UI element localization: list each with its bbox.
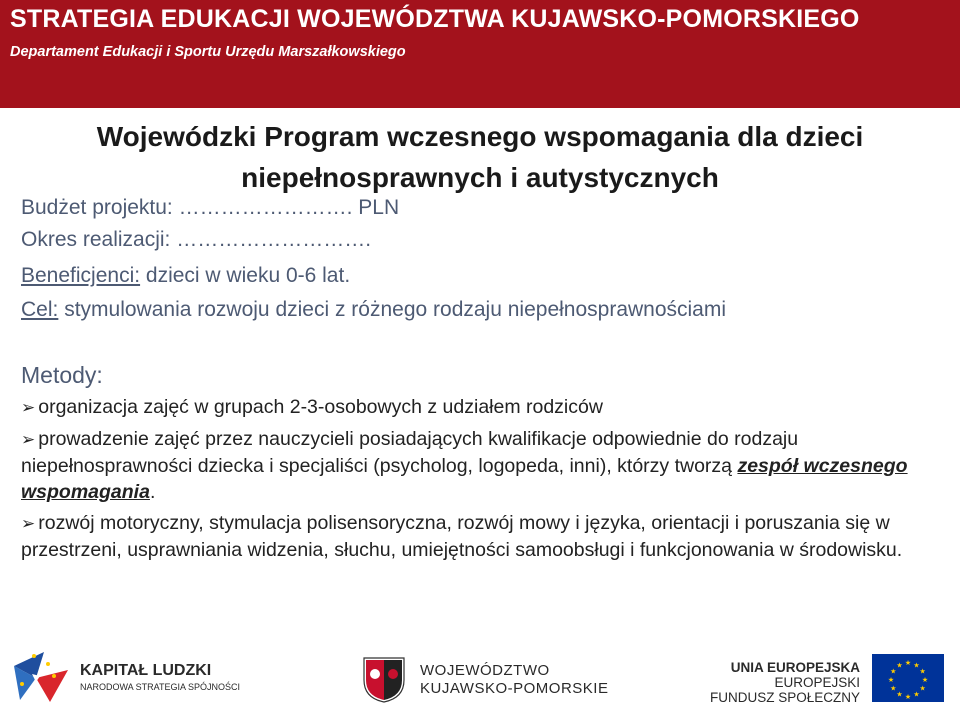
svg-text:★: ★ bbox=[890, 684, 897, 693]
region-line2: KUJAWSKO-POMORSKIE bbox=[420, 680, 609, 697]
goal-value: stymulowania rozwoju dzieci z różnego rodzaju niepełnosprawnościami bbox=[58, 298, 727, 321]
svg-text:★: ★ bbox=[896, 661, 903, 670]
svg-text:★: ★ bbox=[887, 676, 895, 684]
region-crest-icon bbox=[360, 654, 408, 704]
region-line1: WOJEWÓDZTWO bbox=[420, 662, 550, 679]
method-item-1-text: organizacja zajęć w grupach 2-3-osobowych z udziałem rodziców bbox=[38, 396, 603, 418]
svg-text:★: ★ bbox=[896, 690, 903, 699]
program-title-line1: Wojewódzki Program wczesnego wspomagania dla dzieci bbox=[96, 121, 864, 152]
header-subtitle: Departament Edukacji i Sportu Urzędu Marszałkowskiego bbox=[10, 44, 406, 60]
svg-text:★: ★ bbox=[919, 684, 926, 693]
method-item-3-text: rozwój motoryczny, stymulacja polisensoryczna, rozwój mowy i języka, orientacji i poruszania się w przestrzeni, usprawniania widzenia, słuchu, umiejętności samoobsługi i funkcjonowania w środowisku. bbox=[21, 512, 903, 561]
eu-line3: FUNDUSZ SPOŁECZNY bbox=[709, 690, 860, 705]
method-item-2-text: prowadzenie zajęć przez nauczycieli posiadających kwalifikacje odpowiednie do rodzaju niepełnosprawności dziecka i specjaliści (psycholog, logopeda, inni), którzy tworzą bbox=[21, 428, 799, 477]
program-title bbox=[40, 116, 920, 198]
beneficiaries-label: Beneficjenci: bbox=[21, 264, 141, 287]
method-item-1 bbox=[21, 394, 941, 421]
footer-logos bbox=[0, 640, 960, 710]
arrow-bullet-icon: ➢ bbox=[21, 430, 36, 449]
arrow-bullet-icon: ➢ bbox=[21, 398, 36, 417]
svg-text:★: ★ bbox=[904, 693, 912, 701]
methods-heading: Metody: bbox=[21, 362, 103, 388]
svg-text:★: ★ bbox=[913, 661, 920, 670]
eu-text bbox=[710, 660, 860, 705]
svg-text:★: ★ bbox=[921, 676, 929, 684]
svg-text:★: ★ bbox=[904, 659, 912, 667]
beneficiaries-line bbox=[21, 264, 350, 288]
eu-flag-icon bbox=[872, 654, 944, 702]
header-title: STRATEGIA EDUKACJI WOJEWÓDZTWA KUJAWSKO-POMORSKIEGO bbox=[10, 5, 860, 33]
method-item-3 bbox=[21, 510, 941, 563]
goal-line bbox=[21, 298, 726, 322]
svg-text:★: ★ bbox=[890, 667, 897, 676]
budget-line: Budżet projektu: ……………………. PLN bbox=[21, 196, 400, 219]
eu-line2: EUROPEJSKI bbox=[774, 675, 860, 690]
period-line: Okres realizacji: ………………………. bbox=[21, 228, 372, 251]
beneficiaries-value: dzieci w wieku 0-6 lat. bbox=[140, 264, 351, 287]
method-item-2 bbox=[21, 426, 941, 505]
goal-label: Cel: bbox=[21, 298, 59, 321]
header-banner bbox=[0, 0, 960, 108]
svg-text:★: ★ bbox=[913, 690, 920, 699]
kl-title: KAPITAŁ LUDZKI bbox=[80, 662, 212, 679]
program-title-line2: niepełnosprawnych i autystycznych bbox=[241, 162, 719, 193]
arrow-bullet-icon: ➢ bbox=[21, 514, 36, 533]
method-item-2-end: . bbox=[149, 481, 156, 503]
svg-text:★: ★ bbox=[919, 667, 926, 676]
eu-line1: UNIA EUROPEJSKA bbox=[730, 660, 860, 675]
team-emphasis: zespół wczesnego wspomagania bbox=[21, 455, 908, 503]
kapital-ludzki-logo-icon bbox=[10, 646, 72, 706]
kl-subtitle: NARODOWA STRATEGIA SPÓJNOŚCI bbox=[80, 682, 241, 692]
